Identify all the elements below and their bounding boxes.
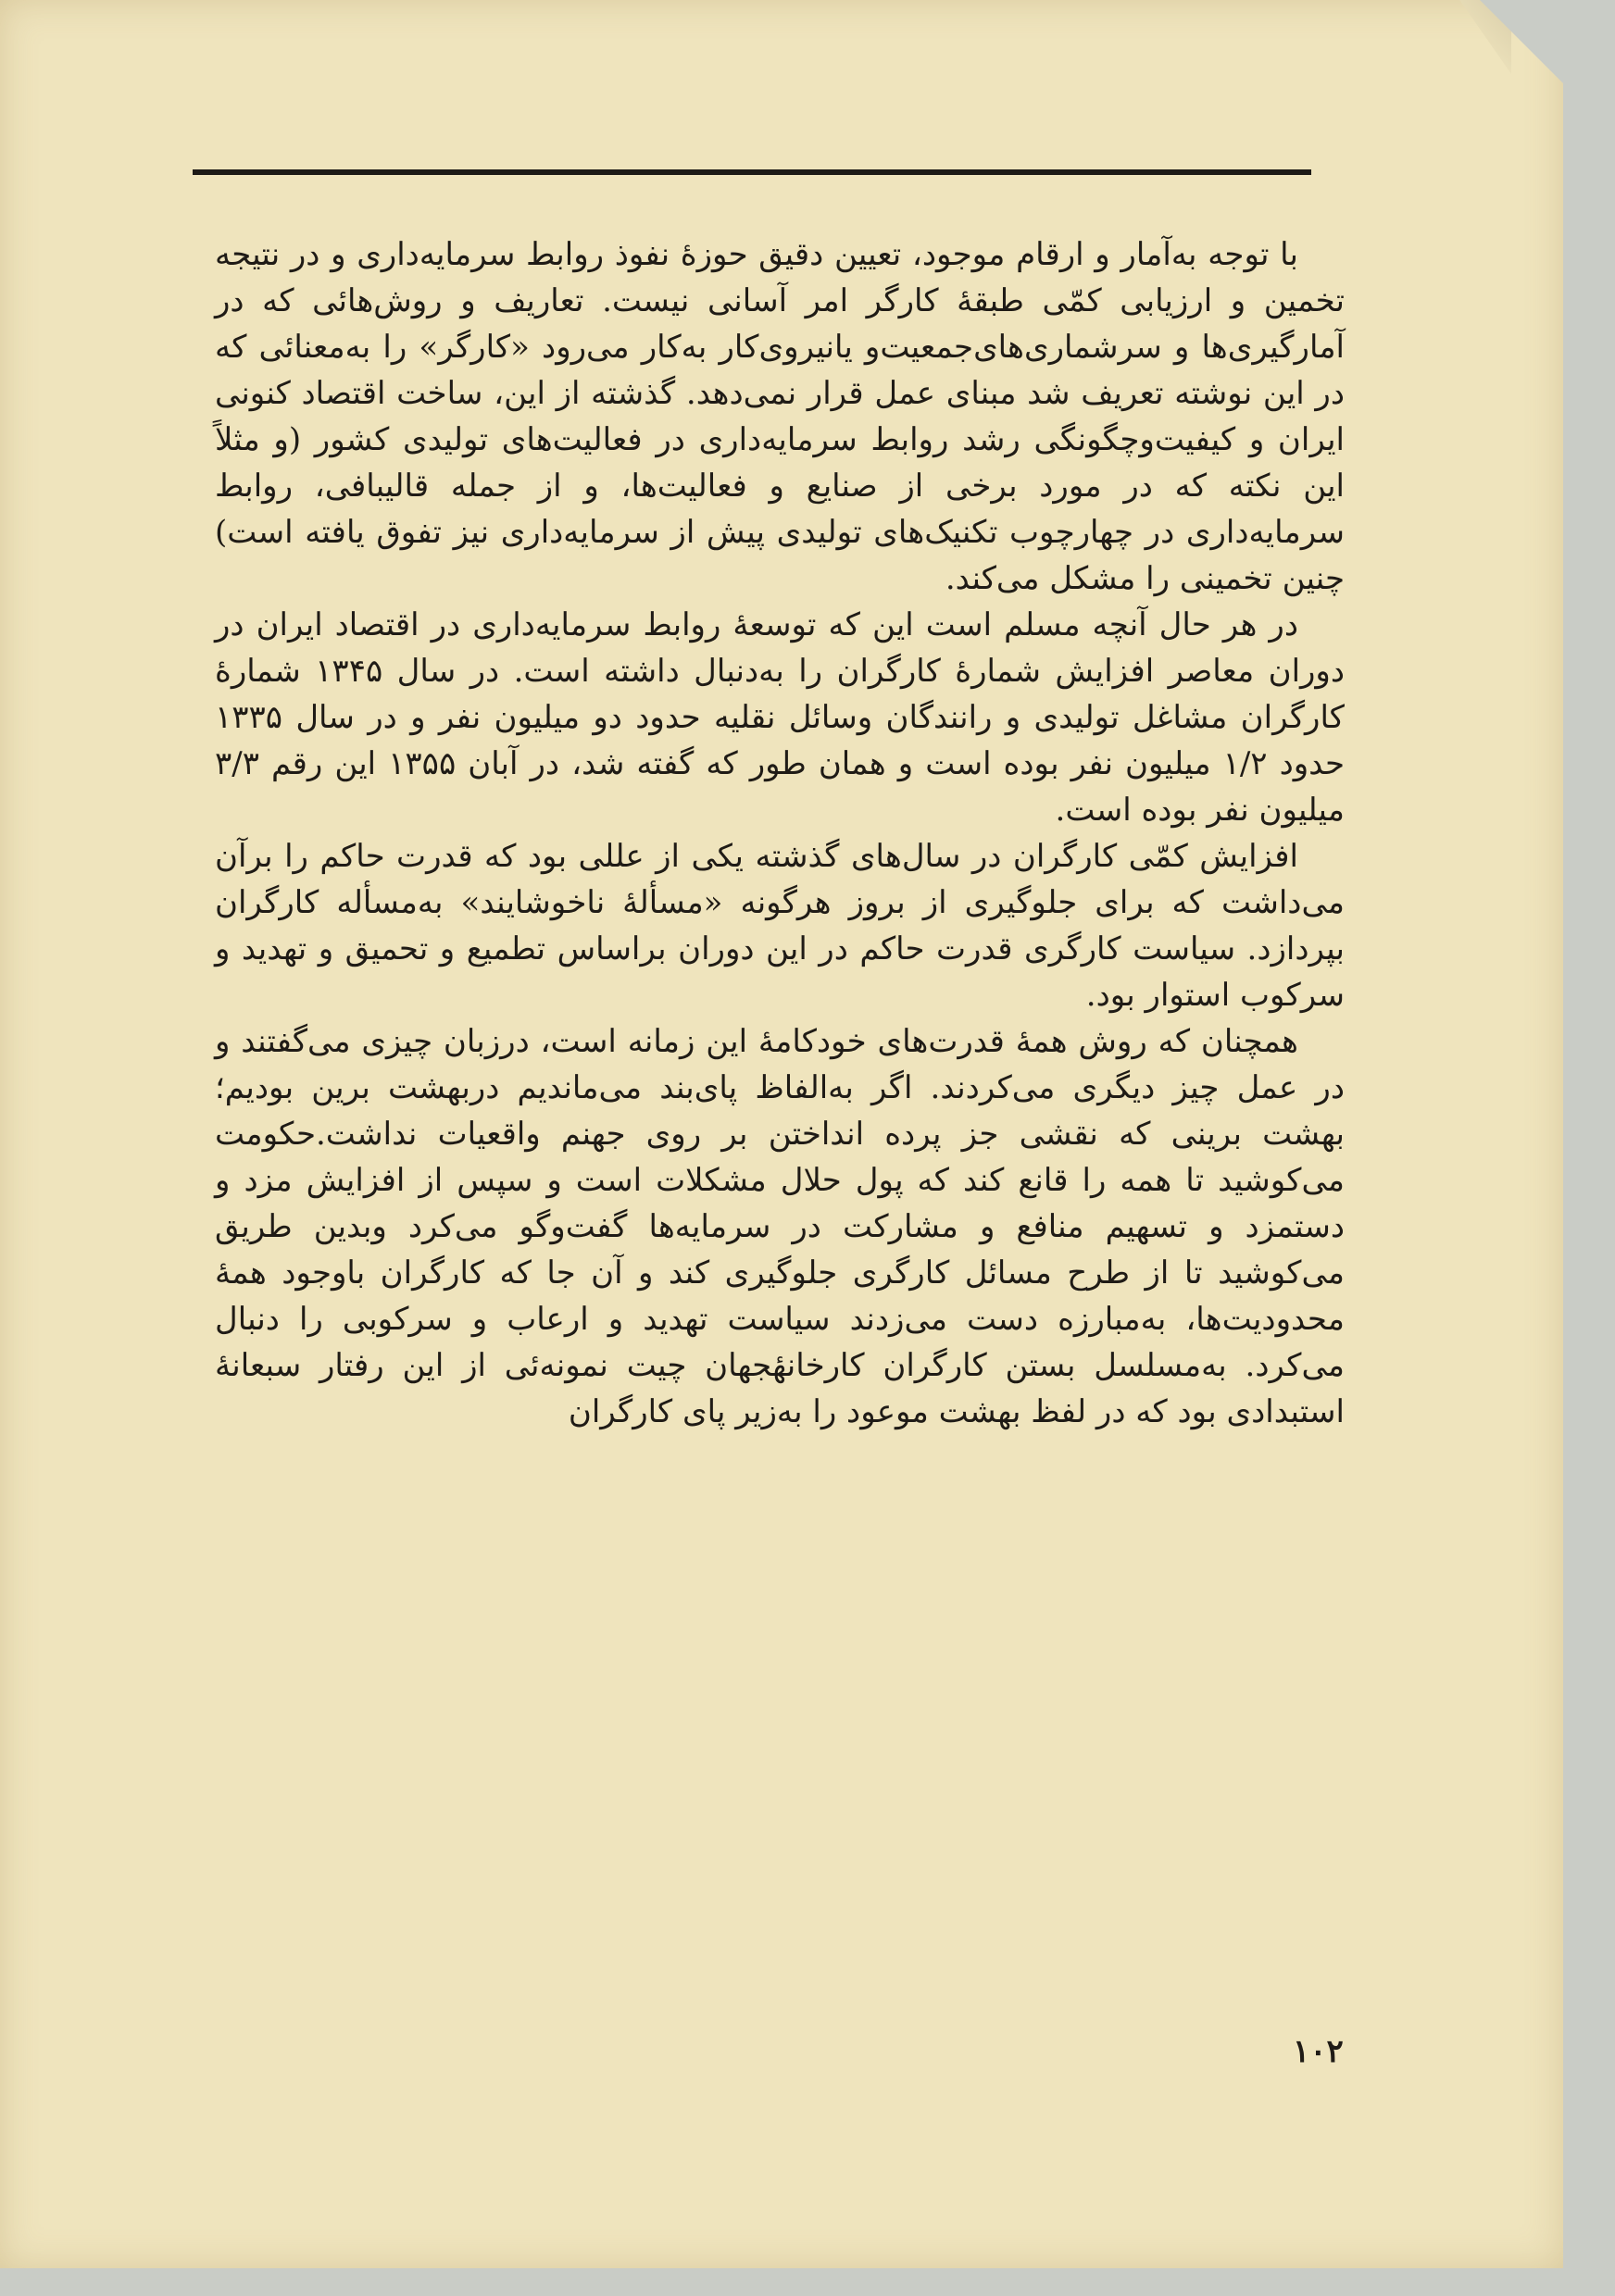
page-number: ۱۰۲ — [1293, 2033, 1344, 2070]
paragraph-1: با توجه به‌آمار و ارقام موجود، تعیین دقیق حوزهٔ نفوذ روابط سرمایه‌داری و در نتیجه تخمین و ارزیابی کمّی طبقهٔ کارگر امر آسانی نیست. تعاریف و روش‌هائی که در آمارگیری‌ها و سرشماری‌های‌جمعیت‌و یانیروی‌کار به‌کار می‌رود «کارگر» را به‌معنائی که در این نوشته تعریف شد مبنای عمل قرار نمی‌دهد. گذشته از این، ساخت اقتصاد کنونی ایران و کیفیت‌وچگونگی رشد روابط سرمایه‌داری در فعالیت‌های تولیدی کشور (و مثلاً این نکته که در مورد برخی از صنایع و فعالیت‌ها، و از جمله قالیبافی، روابط سرمایه‌داری در چهارچوب تکنیک‌های تولیدی پیش از سرمایه‌داری نیز تفوق یافته است) چنین تخمینی را مشکل می‌کند. — [215, 236, 1345, 597]
paragraph-4: همچنان که روش همهٔ قدرت‌های خودکامهٔ این زمانه است، درزبان چیزی می‌گفتند و در عمل چیز دیگری می‌کردند. اگر به‌الفاظ پای‌بند می‌ماندیم دربهشت برین بودیم؛ بهشت برینی که نقشی جز پرده انداختن بر روی جهنم واقعیات نداشت.حکومت می‌کوشید تا همه را قانع کند که پول حلال مشکلات است و سپس از افزایش مزد و دستمزد و تسهیم منافع و مشارکت در سرمایه‌ها گفت‌وگو می‌کرد وبدین طریق می‌کوشید تا از طرح مسائل کارگری جلوگیری کند و آن جا که کارگران باوجود همهٔ محدودیت‌ها، به‌مبارزه دست می‌زدند سیاست تهدید و ارعاب و سرکوبی را دنبال می‌کرد. به‌مسلسل بستن کارگران کارخانهٔجهان چیت نمونه‌ئی از این رفتار سبعانهٔ استبدادی بود که در لفظ بهشت موعود را به‌زیر پای کارگران — [215, 1023, 1345, 1430]
paragraph-3: افزایش کمّی کارگران در سال‌های گذشته یکی از عللی بود که قدرت حاکم را برآن می‌داشت که برای جلوگیری از بروز هرگونه «مسألهٔ ناخوشایند» به‌مسأله کارگران بپردازد. سیاست کارگری قدرت حاکم در این دوران براساس تطمیع و تحمیق و تهدید و سرکوب استوار بود. — [215, 838, 1345, 1014]
page-corner-cut — [1480, 0, 1563, 83]
header-rule — [193, 169, 1311, 175]
paragraph-2: در هر حال آنچه مسلم است این که توسعهٔ روابط سرمایه‌داری در اقتصاد ایران در دوران معاصر افزایش شمارهٔ کارگران را به‌دنبال داشته است. در سال ۱۳۴۵ شمارهٔ کارگران مشاغل تولیدی و رانندگان وسائل نقلیه حدود دو میلیون نفر و در سال ۱۳۳۵ حدود ۱/۲ میلیون نفر بوده است و همان طور که گفته شد، در آبان ۱۳۵۵ این رقم ۳/۳ میلیون نفر بوده است. — [215, 606, 1345, 829]
body-text — [215, 231, 1345, 1435]
